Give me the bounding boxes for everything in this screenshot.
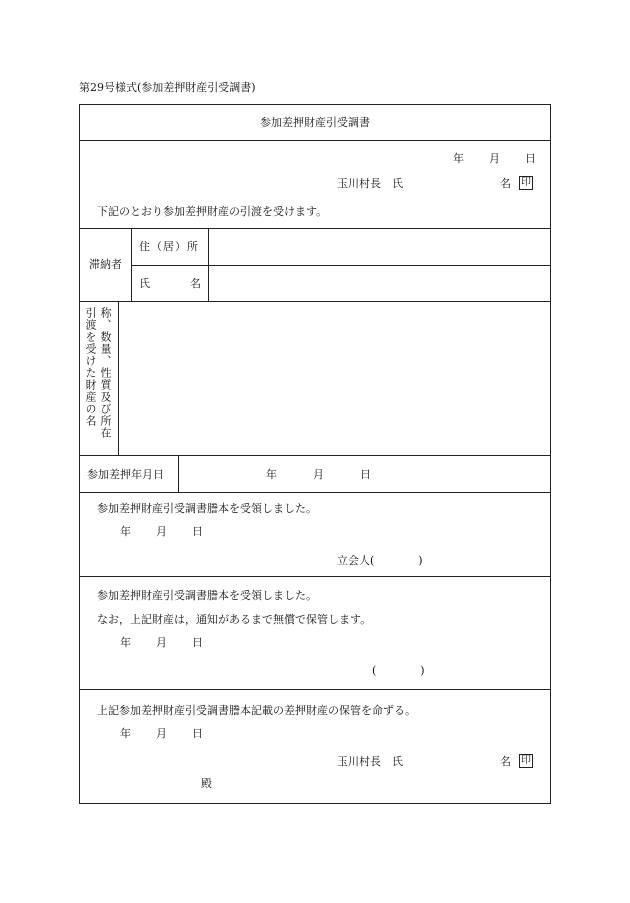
section3-village-chief: 玉川村長 氏 (337, 755, 403, 768)
rule-delinquent-field-col (208, 228, 209, 301)
section3-seal-stamp: 印 (521, 755, 531, 766)
rule-section1-bottom (79, 576, 551, 577)
rule-delinquent-label-col (131, 228, 132, 301)
header-day: 日 (525, 152, 536, 165)
header-seal-mark (519, 176, 533, 190)
section1-month: 月 (156, 525, 167, 538)
rule-delinquent-mid (131, 265, 551, 266)
section3-statement: 上記参加差押財産引受調書謄本記載の差押財産の保管を命ずる。 (97, 704, 416, 717)
section3-name-label: 名 (500, 755, 511, 768)
section3-month: 月 (156, 727, 167, 740)
section3-addressee: 殿 (201, 777, 212, 790)
rule-header-bottom (79, 228, 551, 229)
section2-year: 年 (120, 636, 131, 649)
taxpayer-name-label-2: 名 (190, 277, 201, 290)
header-village-chief: 玉川村長 氏 (337, 177, 403, 190)
seizure-date-month: 月 (313, 468, 324, 481)
address-label: 住（居）所 (139, 240, 199, 253)
section2-day: 日 (192, 636, 203, 649)
seizure-date-year: 年 (266, 468, 277, 481)
taxpayer-name-label-1: 氏 (139, 277, 150, 290)
header-month: 月 (489, 152, 500, 165)
section3-day: 日 (192, 727, 203, 740)
section2-statement: 参加差押財産引受調書謄本を受領しました。 (97, 589, 317, 602)
section2-note: なお，上記財産は，通知があるまで無償で保管します。 (97, 613, 372, 626)
property-label-col1: 引渡を受けた財産の名 (84, 307, 97, 427)
form-number-label: 第29号様式(参加差押財産引受調書) (79, 81, 256, 94)
section3-seal-mark (519, 754, 533, 768)
property-label-col2: 称、数量、性質及び所在 (99, 307, 112, 439)
section1-witness: 立会人( ) (337, 554, 423, 567)
section2-paren: ( ) (372, 664, 425, 677)
rule-delinquent-bottom (79, 301, 551, 302)
seizure-date-label: 参加差押年月日 (87, 468, 164, 481)
seizure-date-day: 日 (360, 468, 371, 481)
header-statement: 下記のとおり参加差押財産の引渡を受けます。 (97, 205, 328, 218)
header-name-label: 名 (500, 177, 511, 190)
section2-month: 月 (156, 636, 167, 649)
section1-year: 年 (120, 525, 131, 538)
delinquent-label: 滞納者 (89, 258, 122, 271)
header-year: 年 (453, 152, 464, 165)
rule-date-bottom (79, 492, 551, 493)
rule-date-label-col (178, 455, 179, 492)
rule-property-label-col (118, 301, 119, 455)
section1-statement: 参加差押財産引受調書謄本を受領しました。 (97, 502, 317, 515)
rule-title-bottom (79, 140, 551, 141)
seal-stamp: 印 (521, 177, 531, 188)
rule-property-bottom (79, 455, 551, 456)
section1-day: 日 (192, 525, 203, 538)
rule-section2-bottom (79, 689, 551, 690)
document-title: 参加差押財産引受調書 (260, 116, 370, 129)
section3-year: 年 (120, 727, 131, 740)
